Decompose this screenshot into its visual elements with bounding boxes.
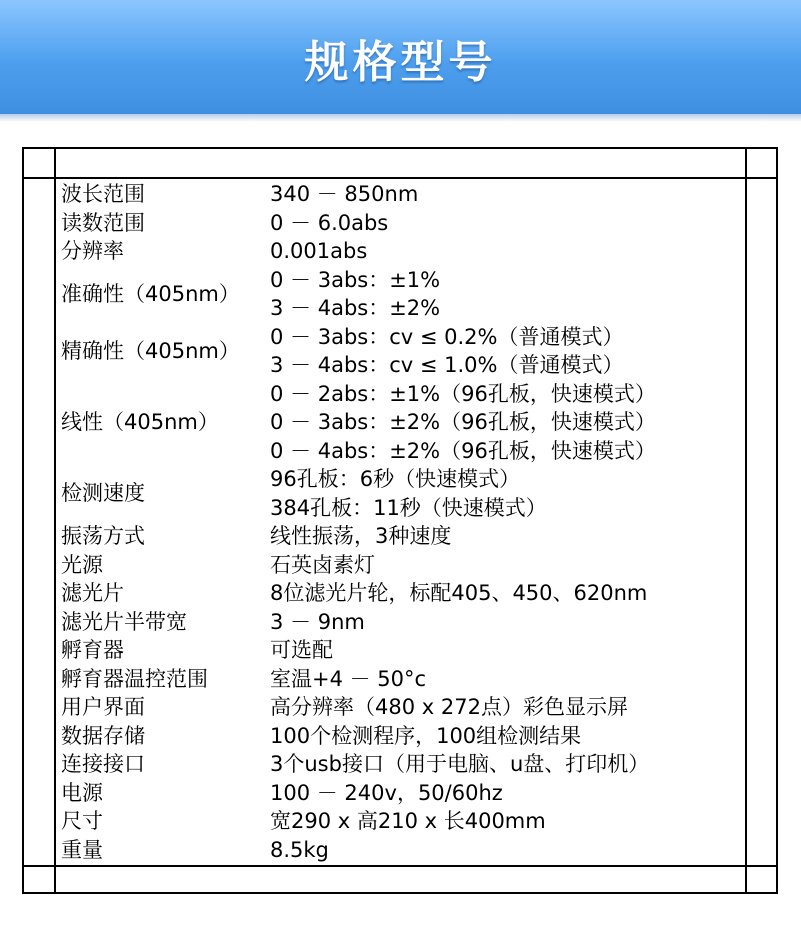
spec-label: 孵育器温控范围 xyxy=(61,666,208,691)
spec-value: 3 － 9nm xyxy=(270,609,365,634)
spec-label: 检测速度 xyxy=(61,481,145,506)
spec-value: 384孔板：11秒（快速模式） xyxy=(270,495,547,520)
spec-values xyxy=(270,266,741,323)
spec-values xyxy=(270,665,741,694)
spec-value: 0 － 6.0abs xyxy=(270,210,389,235)
spec-row xyxy=(61,665,741,694)
spec-label: 准确性（405nm） xyxy=(61,281,240,306)
spec-values xyxy=(270,465,741,522)
table-divider-top xyxy=(22,177,778,179)
spec-value: 340 － 850nm xyxy=(270,182,419,206)
spec-row xyxy=(61,266,741,323)
spec-values xyxy=(270,750,741,779)
spec-row xyxy=(61,722,741,751)
spec-label: 振荡方式 xyxy=(61,524,145,548)
spec-row xyxy=(61,750,741,779)
spec-values xyxy=(270,636,741,665)
spec-label: 精确性（405nm） xyxy=(61,338,240,363)
spec-row xyxy=(61,237,741,266)
spec-values xyxy=(270,180,741,209)
spec-row xyxy=(61,779,741,808)
table-divider-bottom xyxy=(22,865,778,867)
spec-value: 0 － 2abs：±1%（96孔板，快速模式） xyxy=(270,381,656,406)
spec-label: 孵育器 xyxy=(61,638,124,662)
spec-value: 宽290 x 高210 x 长400mm xyxy=(270,809,546,833)
spec-values xyxy=(270,836,741,865)
spec-label: 滤光片 xyxy=(61,581,124,605)
spec-list xyxy=(61,180,741,864)
spec-value: 3 － 4abs：cv ≤ 1.0%（普通模式） xyxy=(270,353,624,377)
spec-values xyxy=(270,551,741,580)
spec-value: 石英卤素灯 xyxy=(270,552,375,577)
banner-shadow xyxy=(0,114,801,122)
spec-value: 室温+4 － 50°c xyxy=(270,666,427,691)
table-divider-left xyxy=(54,147,56,894)
spec-values xyxy=(270,722,741,751)
spec-values xyxy=(270,522,741,551)
spec-label: 尺寸 xyxy=(61,809,103,833)
spec-value: 8.5kg xyxy=(270,837,329,862)
spec-values xyxy=(270,807,741,836)
spec-value: 96孔板：6秒（快速模式） xyxy=(270,467,521,491)
spec-value: 3 － 4abs：±2% xyxy=(270,296,441,320)
spec-label: 线性（405nm） xyxy=(61,410,219,434)
spec-row xyxy=(61,836,741,865)
spec-label: 滤光片半带宽 xyxy=(61,609,187,634)
page-title: 规格型号 xyxy=(304,37,497,88)
spec-values xyxy=(270,579,741,608)
spec-row xyxy=(61,807,741,836)
title-banner xyxy=(0,0,801,114)
spec-value: 0 － 3abs：±2%（96孔板，快速模式） xyxy=(270,410,656,434)
spec-value: 线性振荡，3种速度 xyxy=(270,524,452,548)
spec-value: 0 － 4abs：±2%（96孔板，快速模式） xyxy=(270,438,656,463)
spec-row xyxy=(61,323,741,380)
spec-value: 0 － 3abs：cv ≤ 0.2%（普通模式） xyxy=(270,324,624,349)
spec-value: 0 － 3abs：±1% xyxy=(270,267,441,292)
spec-row xyxy=(61,551,741,580)
spec-value: 3个usb接口（用于电脑、u盘、打印机） xyxy=(270,752,650,776)
table-divider-right xyxy=(745,147,747,894)
spec-row xyxy=(61,380,741,466)
spec-label: 波长范围 xyxy=(61,182,145,206)
spec-label: 电源 xyxy=(61,780,103,805)
spec-row xyxy=(61,693,741,722)
spec-value: 100 － 240v，50/60hz xyxy=(270,780,503,805)
spec-label: 用户界面 xyxy=(61,695,145,719)
spec-value: 8位滤光片轮，标配405、450、620nm xyxy=(270,581,648,605)
spec-row xyxy=(61,636,741,665)
spec-row xyxy=(61,579,741,608)
spec-values xyxy=(270,237,741,266)
spec-value: 0.001abs xyxy=(270,239,368,263)
spec-label: 读数范围 xyxy=(61,210,145,235)
spec-row xyxy=(61,522,741,551)
spec-label: 分辨率 xyxy=(61,239,124,263)
spec-row xyxy=(61,209,741,238)
spec-value: 高分辨率（480 x 272点）彩色显示屏 xyxy=(270,695,628,719)
spec-values xyxy=(270,608,741,637)
spec-label: 连接接口 xyxy=(61,752,145,776)
spec-row xyxy=(61,180,741,209)
spec-row xyxy=(61,465,741,522)
spec-value: 100个检测程序，100组检测结果 xyxy=(270,723,582,748)
spec-values xyxy=(270,380,741,466)
spec-values xyxy=(270,779,741,808)
spec-label: 光源 xyxy=(61,552,103,577)
spec-label: 重量 xyxy=(61,837,103,862)
spec-values xyxy=(270,693,741,722)
spec-row xyxy=(61,608,741,637)
spec-values xyxy=(270,209,741,238)
spec-label: 数据存储 xyxy=(61,723,145,748)
spec-value: 可选配 xyxy=(270,638,333,662)
spec-values xyxy=(270,323,741,380)
